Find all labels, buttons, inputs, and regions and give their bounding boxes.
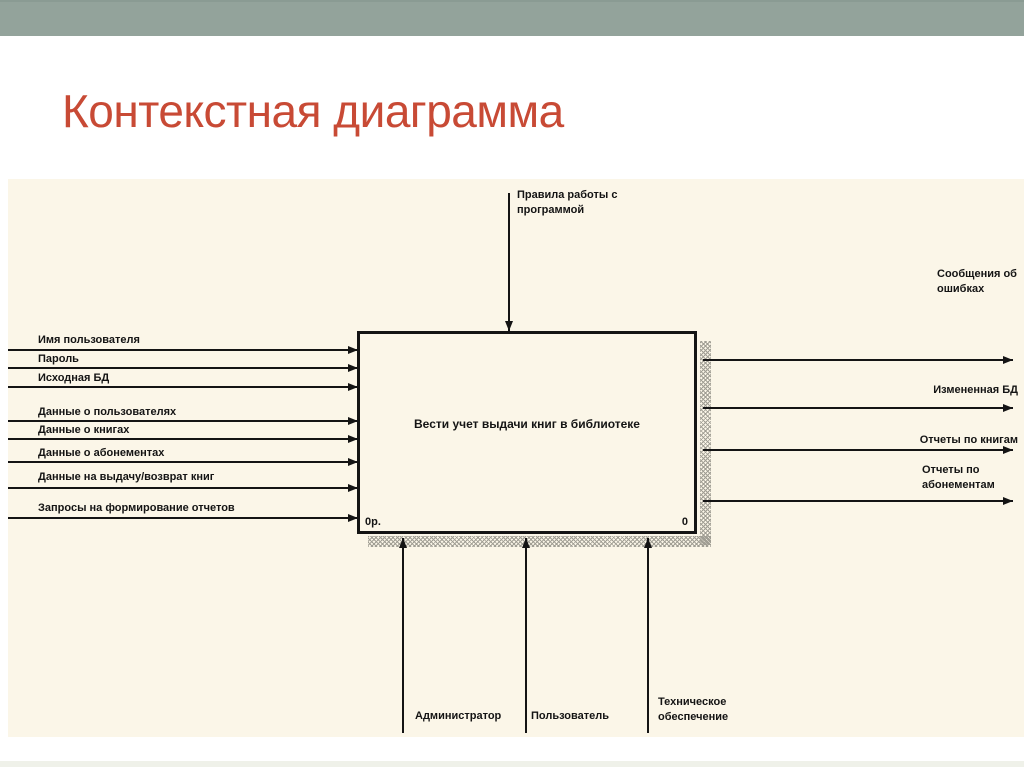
output-arrow-error-messages [703,359,1013,361]
input-arrow-subscription-data [8,461,358,463]
activity-box [357,331,697,534]
mechanism-label-administrator: Администратор [415,710,502,722]
context-diagram-canvas [8,179,1024,737]
page-title: Контекстная диаграмма [62,85,564,137]
mechanism-arrow-administrator [402,538,404,733]
input-label-issue-return-data: Данные на выдачу/возврат книг [38,471,215,483]
input-arrow-report-requests [8,517,358,519]
input-label-subscription-data: Данные о абонементах [38,447,165,459]
mechanism-label-technical-support: Техническое обеспечение [658,696,729,723]
mechanism-arrow-technical-support [647,538,649,733]
output-arrow-subscription-reports [703,500,1013,502]
control-arrow-program-rules [508,193,510,331]
input-label-book-data: Данные о книгах [38,424,130,436]
input-arrow-user-data [8,420,358,422]
activity-box-shadow-bottom [368,536,711,547]
output-label-book-reports: Отчеты по книгам [919,434,1018,446]
mechanism-arrow-user [525,538,527,733]
input-arrow-book-data [8,438,358,440]
input-label-password: Пароль [38,353,79,365]
output-arrow-modified-db [703,407,1013,409]
input-label-source-db: Исходная БД [38,372,110,384]
output-label-subscription-reports: Отчеты по абонементам [922,464,995,491]
input-label-report-requests: Запросы на формирование отчетов [38,502,235,514]
activity-box-cost-label: 0р. [365,516,381,528]
input-label-user-data: Данные о пользователях [38,406,177,418]
activity-box-node-number: 0 [681,516,688,528]
bottom-strip [0,761,1024,767]
input-arrow-source-db [8,386,358,388]
output-label-modified-db: Измененная БД [933,384,1018,396]
input-arrow-password [8,367,358,369]
mechanism-label-user: Пользователь [531,710,610,722]
input-arrow-username [8,349,358,351]
activity-box-label: Вести учет выдачи книг в библиотеке [414,416,640,431]
control-label-program-rules: Правила работы с программой [517,189,618,216]
output-arrow-book-reports [703,449,1013,451]
input-label-username: Имя пользователя [38,334,140,346]
output-label-error-messages: Сообщения об ошибках [937,268,1017,295]
input-arrow-issue-return-data [8,487,358,489]
top-bar [0,0,1024,36]
activity-box-shadow-right [700,341,711,545]
